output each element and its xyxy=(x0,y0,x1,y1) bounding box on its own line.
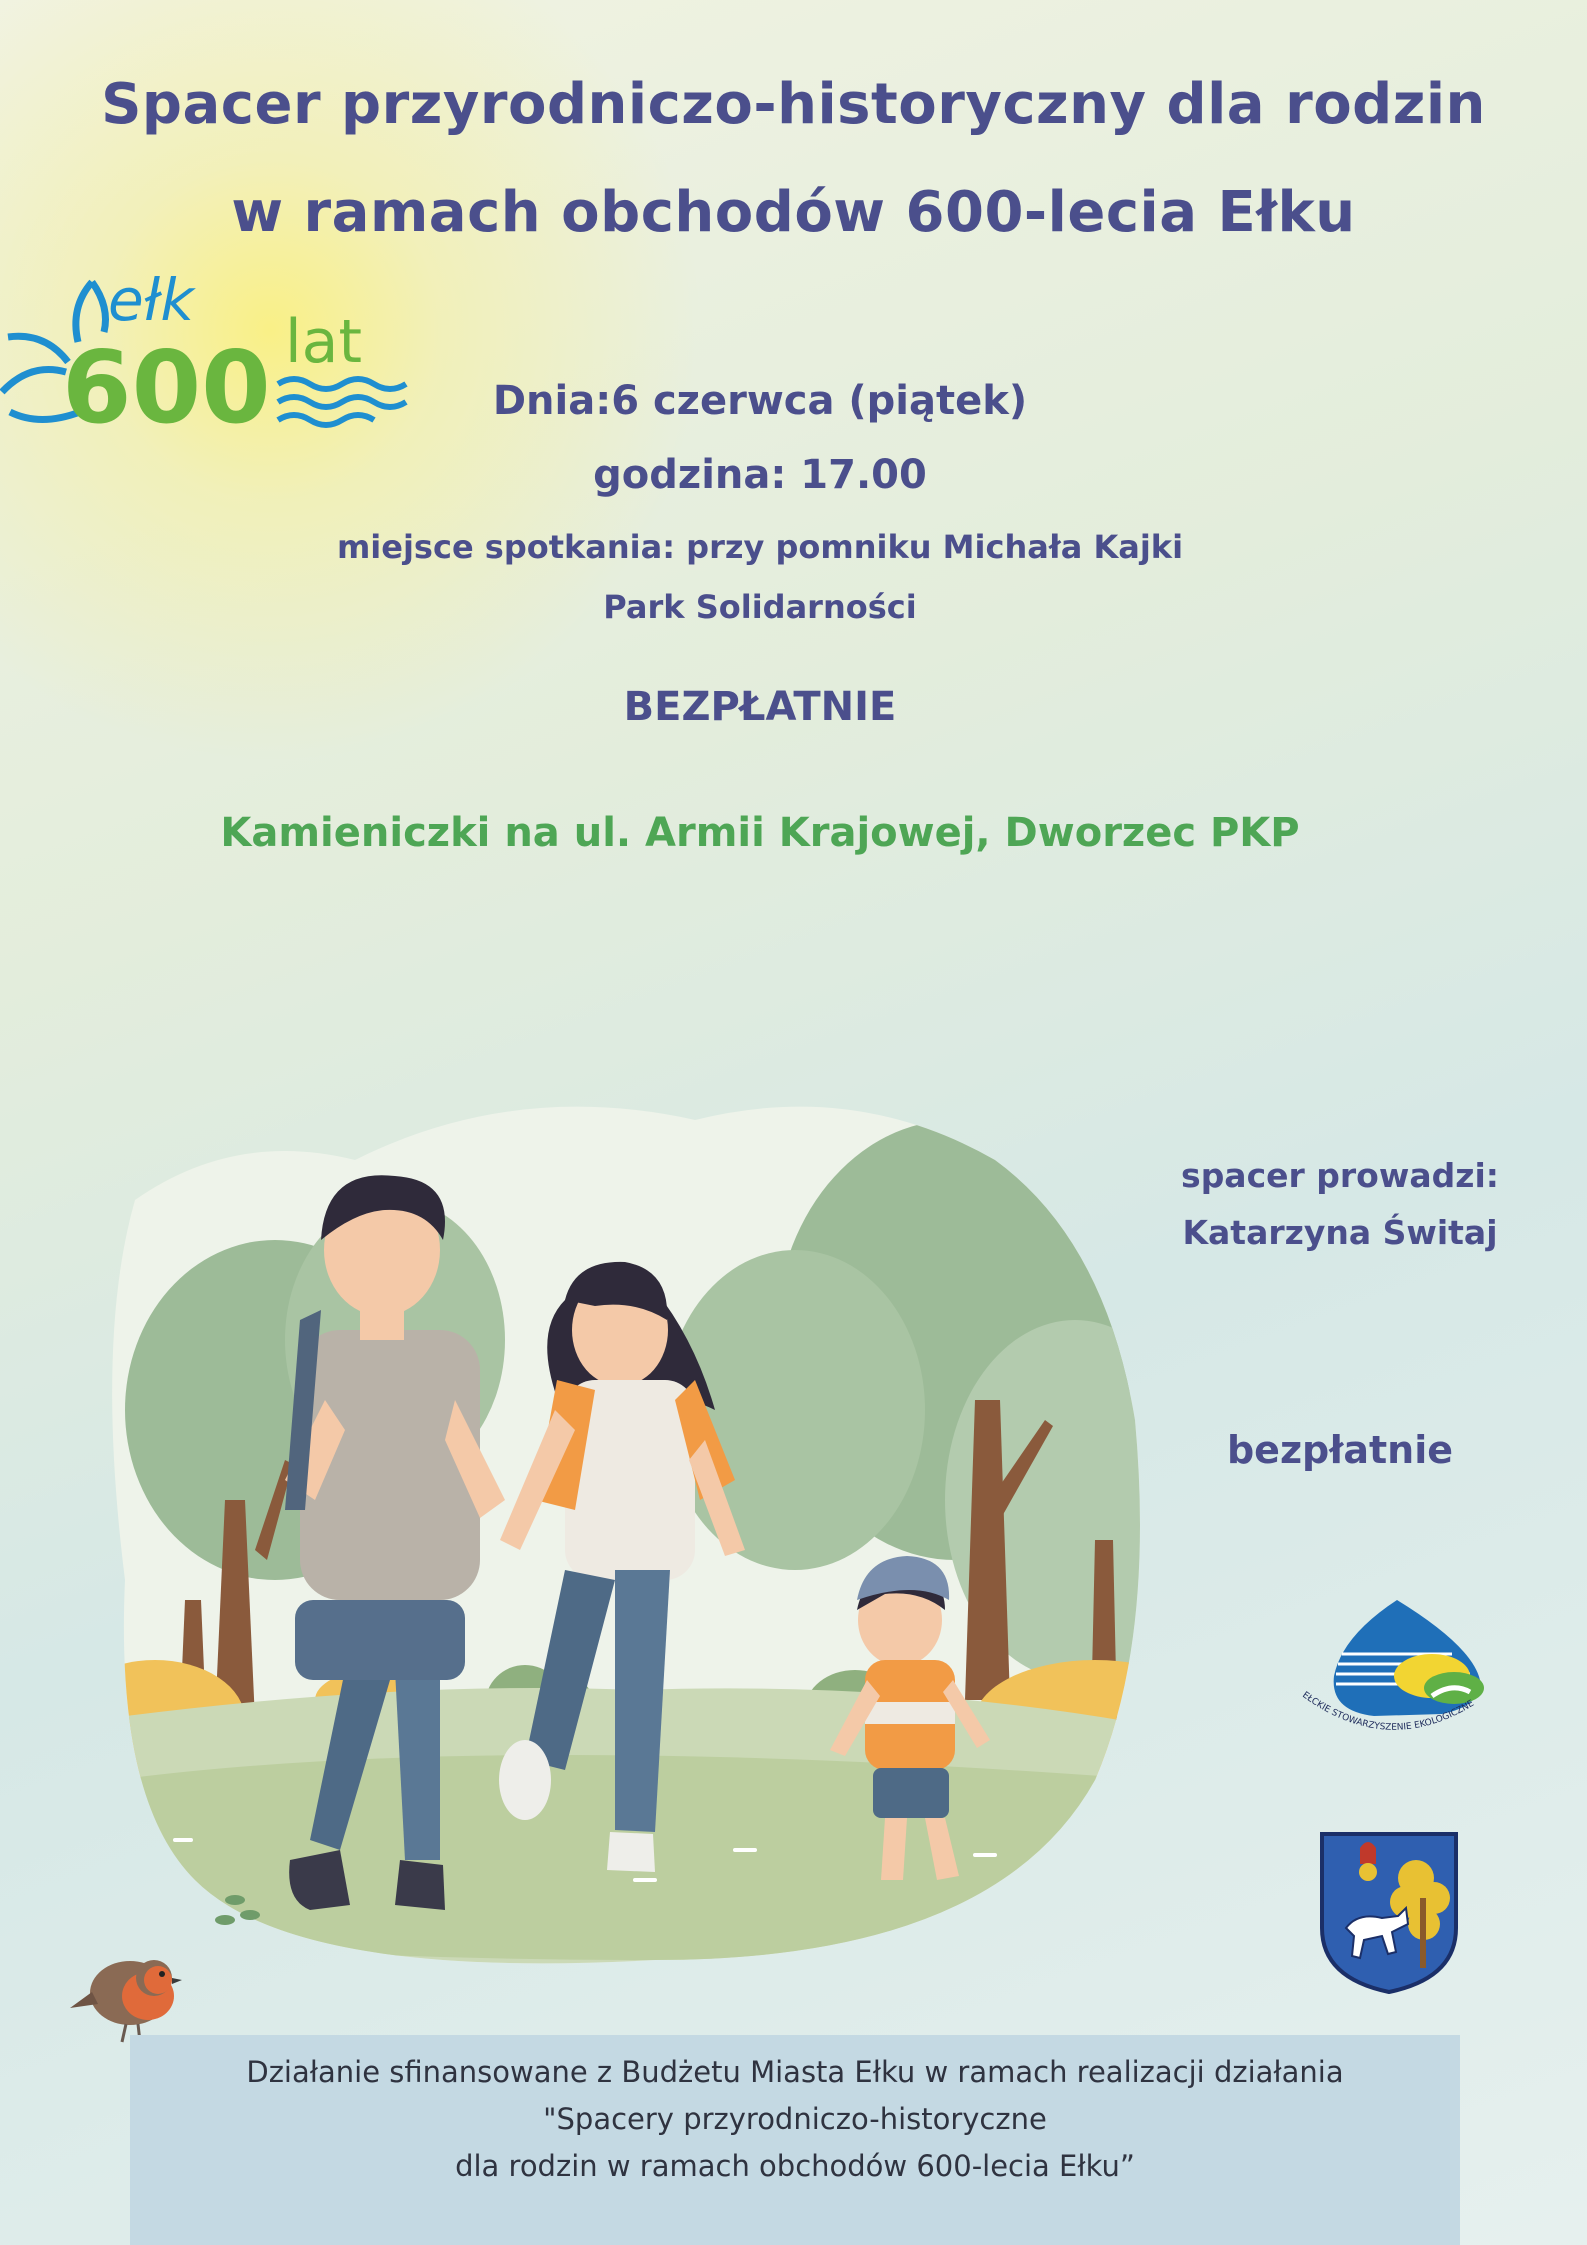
guide-label: spacer prowadzi: xyxy=(1181,1156,1499,1195)
logo-elk-text: ełk xyxy=(108,266,194,334)
meeting-place: miejsce spotkania: przy pomniku Michała Kajki xyxy=(336,528,1184,566)
event-time: godzina: 17.00 xyxy=(593,452,927,498)
funding-note xyxy=(130,2035,1460,2245)
logo-lat-text: lat xyxy=(285,307,362,377)
free-label-lower: bezpłatnie xyxy=(1226,1428,1454,1472)
robin-bird-icon xyxy=(68,1938,188,2048)
coat-of-arms-icon xyxy=(1316,1828,1462,1996)
eco-association-logo xyxy=(1282,1596,1512,1741)
funding-line-2: "Spacery przyrodniczo-historyczne xyxy=(543,2102,1047,2136)
title-line-1: Spacer przyrodniczo-historyczny dla rodzin xyxy=(101,72,1486,137)
meeting-park: Park Solidarności xyxy=(603,588,917,626)
title-line-2: w ramach obchodów 600-lecia Ełku xyxy=(231,180,1356,245)
logo-600-text: 600 xyxy=(62,329,271,442)
route-text: Kamieniczki na ul. Armii Krajowej, Dworzec PKP xyxy=(220,810,1300,856)
eco-association-text: EŁCKIE STOWARZYSZENIE EKOLOGICZNE xyxy=(1300,1690,1476,1733)
funding-line-1: Działanie sfinansowane z Budżetu Miasta Ełku w ramach realizacji działania xyxy=(246,2055,1344,2089)
guide-name: Katarzyna Świtaj xyxy=(1182,1213,1498,1252)
free-label-upper: BEZPŁATNIE xyxy=(623,684,897,730)
event-date: Dnia:6 czerwca (piątek) xyxy=(492,378,1028,424)
funding-line-3: dla rodzin w ramach obchodów 600-lecia Ełku” xyxy=(455,2149,1135,2183)
family-walk-illustration xyxy=(95,1080,1175,2000)
